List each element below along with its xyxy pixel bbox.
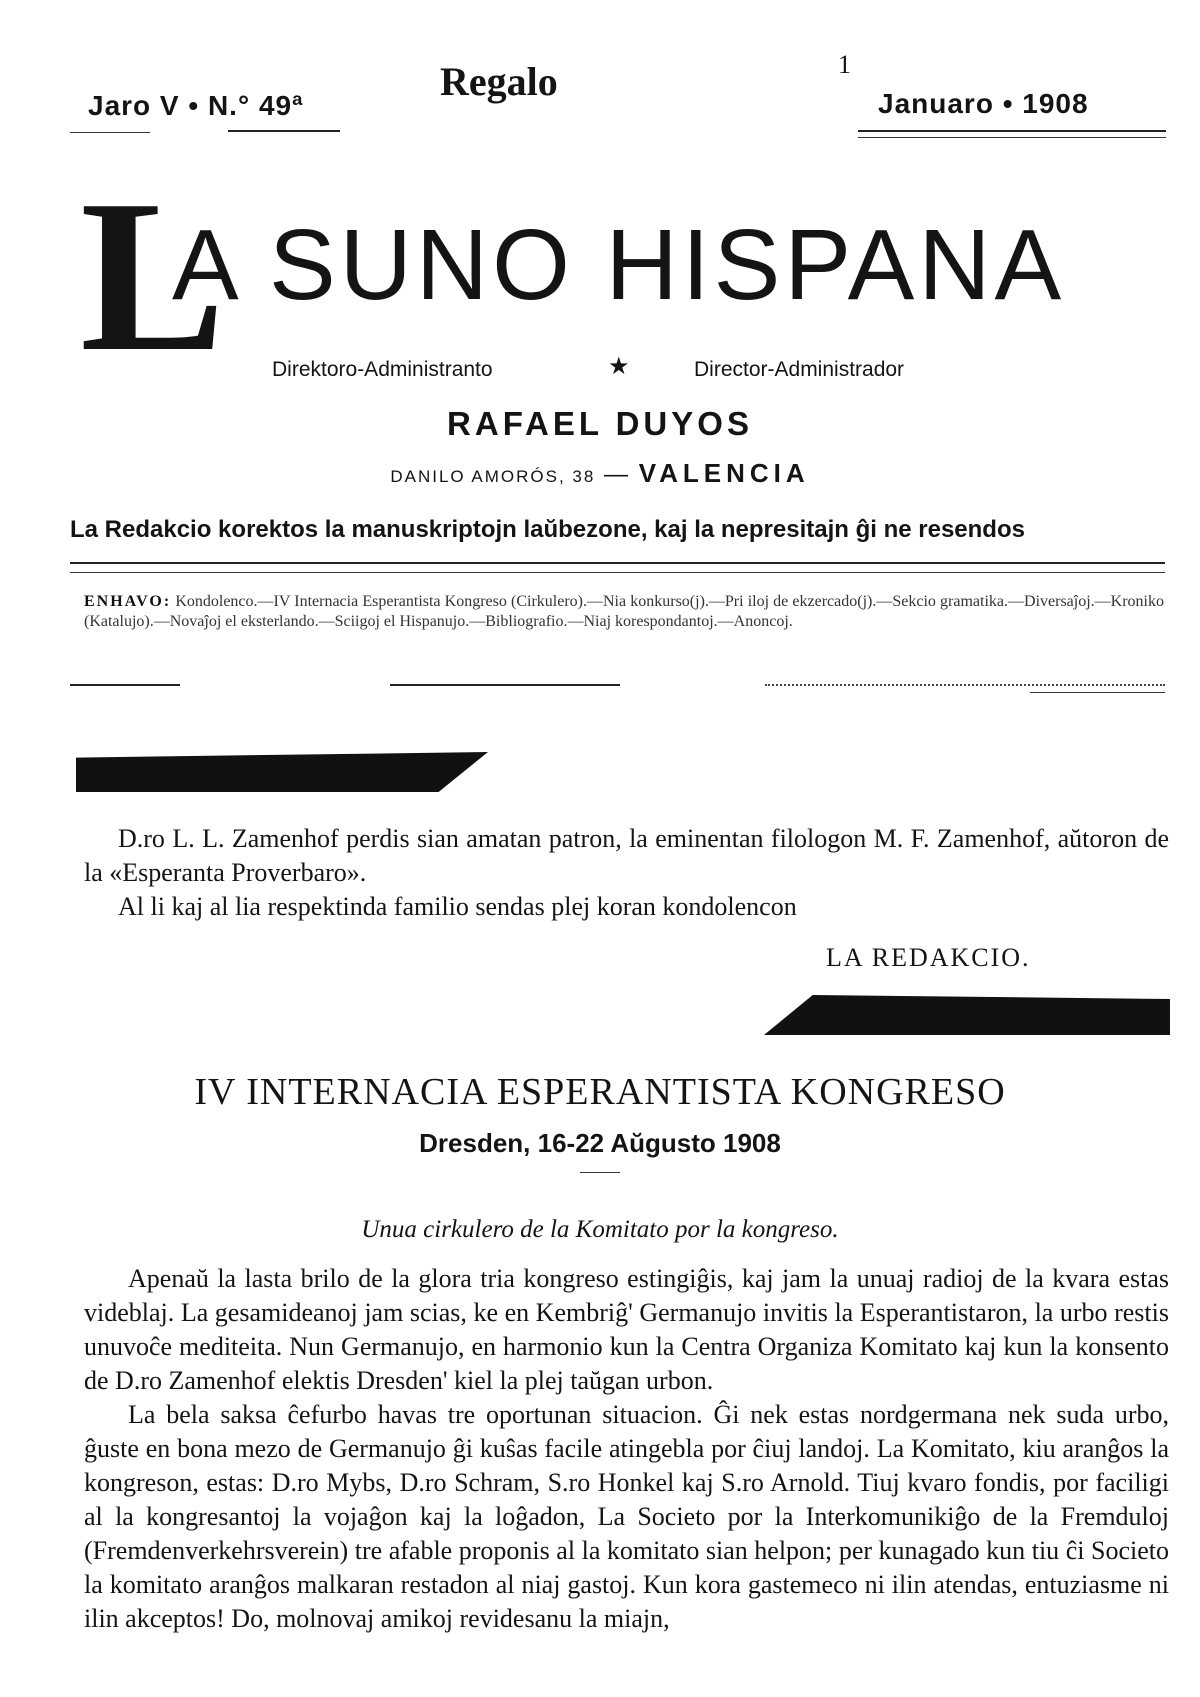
address-city: VALENCIA <box>638 458 810 488</box>
obituary-notice <box>84 822 1169 924</box>
article-title: IV INTERNACIA ESPERANTISTA KONGRESO <box>194 1071 1006 1113</box>
issue-number: Jaro V • N.° 49ª <box>88 90 304 121</box>
contents-rule-right-2 <box>1030 692 1165 693</box>
notice-rule-1 <box>70 562 1165 564</box>
page-number: 1 <box>838 50 851 79</box>
contents-label: ENHAVO: <box>84 593 172 610</box>
address-street: DANILO AMORÓS, 38 <box>390 467 596 486</box>
obituary-line-1: D.ro L. L. Zamenhof perdis sian amatan patron, la eminentan filologon M. F. Zamenhof, aŭtoron de la «Esperanta Proverbaro». <box>84 824 1169 887</box>
masthead-initial: L <box>80 156 226 397</box>
contents-rule-left <box>70 684 180 686</box>
header-rule-right <box>858 130 1166 132</box>
publisher-address <box>0 458 1200 489</box>
mourning-banner <box>76 752 488 792</box>
header-rule-left-2 <box>228 130 340 132</box>
obituary-line-2: Al li kaj al lia respektinda familio sendas plej koran kondolencon <box>118 892 797 921</box>
regalo-stamp: Regalo <box>440 59 558 104</box>
issue-date: Januaro • 1908 <box>878 88 1089 119</box>
role-esperanto: Direktoro-Administranto <box>272 358 493 381</box>
article-paragraph-1: Apenaŭ la lasta brilo de la glora tria kongreso estingiĝis, kaj jam la unuaj radioj de la kvara estas videblaj. La gesamideanoj jam scias, ke en Kembriĝ' Germanujo invitis la Esperantistaron, la urbo restis unuvoĉe mediteita. Nun Germanujo, en harmonio kun la Centra Organiza Komitato kaj kun la konsento de D.ro Zamenhof elektis Dresden' kiel la plej taŭgan urbon. <box>84 1264 1169 1395</box>
article-dateline: Dresden, 16-22 Aŭgusto 1908 <box>419 1128 781 1158</box>
dateline-rule <box>580 1172 620 1173</box>
publisher-name: RAFAEL DUYOS <box>447 405 753 442</box>
contents-text: Kondolenco.—IV Internacia Esperantista Kongreso (Cirkulero).—Nia konkurso(j).—Pri iloj de ekzercado(j).—Sekcio gramatika.—Diversaĵoj.—Kroniko (Katalujo).—Novaĵoj el eksterlando.—Sciigoj el Hispanujo.—Bibliografio.—Niaj korespondantoj.—Anoncoj. <box>84 593 1164 630</box>
header-rule-right-2 <box>858 137 1166 138</box>
address-dash: — <box>604 461 631 488</box>
notice-rule-2 <box>70 572 1165 573</box>
editorial-notice: La Redakcio korektos la manuskriptojn laŭbezone, kaj la nepresitajn ĝi ne resendos <box>70 516 1025 543</box>
article-body <box>84 1262 1169 1636</box>
role-spanish: Director-Administrador <box>694 358 905 381</box>
contents-rule-right <box>765 684 1165 686</box>
masthead-title: A SUNO HISPANA <box>172 209 1066 321</box>
header-rule-left-1 <box>70 132 150 133</box>
contents-rule-mid <box>390 684 620 686</box>
article-subtitle: Unua cirkulero de la Komitato por la kongreso. <box>361 1216 839 1243</box>
star-icon: ★ <box>608 352 630 380</box>
table-of-contents <box>84 592 1164 632</box>
article-paragraph-2: La bela saksa ĉefurbo havas tre oportunan situacion. Ĝi nek estas nordgermana nek suda urbo, ĝuste en bona mezo de Germanujo ĝi kuŝas facile atingebla por ĉiuj landoj. La Komitato, kiu aranĝos la kongreson, estas: D.ro Mybs, D.ro Schram, S.ro Honkel kaj S.ro Arnold. Tiuj kvaro fondis, por faciligi al la kongresantoj la vojaĝon kaj la loĝadon, La Societo por la Interkomunikiĝo de la Fremduloj (Fremdenverkehrsverein) tre afable proponis al la komitato sian helpon; per kunagado kun tiu ĉi Societo la komitato aranĝos malkaran restadon al niaj gastoj. Kun kora gastemeco ni ilin atendas, entuziasme ni ilin akceptos! Do, molnovaj amikoj revidesanu la miajn, <box>84 1400 1169 1633</box>
mourning-banner-2 <box>764 995 1170 1035</box>
obituary-signature: LA REDAKCIO. <box>826 943 1031 972</box>
